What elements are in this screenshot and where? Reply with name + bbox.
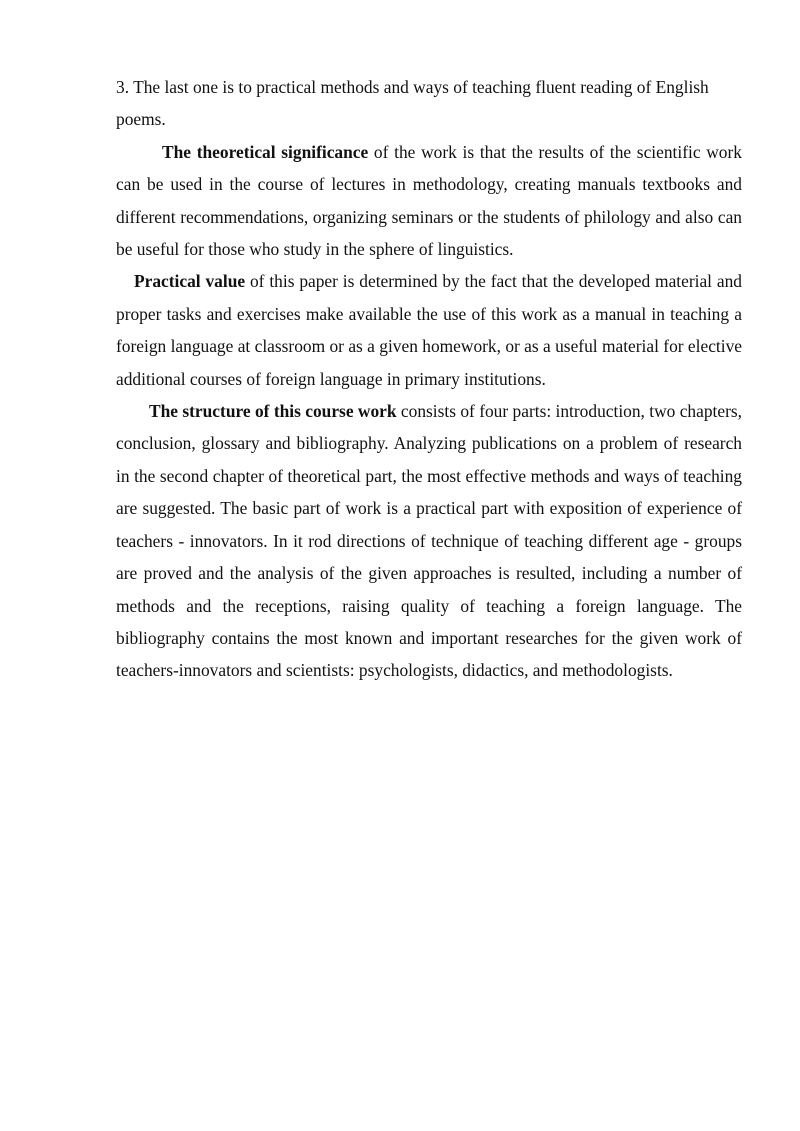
list-item-3 <box>116 71 742 136</box>
practical-value-text: of this paper is determined by the fact that the developed material and proper tasks and exercises make available the use of this work as a manual in teaching a foreign language at classroom or as a given homework, or as a useful material for elective additional courses of foreign language in primary institutions. <box>116 271 742 389</box>
course-structure-paragraph <box>116 395 742 687</box>
theoretical-significance-paragraph <box>116 136 742 266</box>
course-structure-heading: The structure of this course work <box>149 401 397 422</box>
course-structure-text: consists of four parts: introduction, two chapters, conclusion, glossary and bibliography. Analyzing publications on a problem of research in the second chapter of theoretical part, the most effective methods and ways of teaching are suggested. The basic part of work is a practical part with exposition of experience of teachers - innovators. In it rod directions of technique of teaching different age - groups are proved and the analysis of the given approaches is resulted, including a number of methods and the receptions, raising quality of teaching a foreign language. The bibliography contains the most known and important researches for the given work of teachers-innovators and scientists: psychologists, didactics, and methodologists. <box>116 401 742 681</box>
practical-value-heading: Practical value <box>134 271 246 292</box>
theoretical-significance-text: of the work is that the results of the scientific work can be used in the course of lectures in methodology, creating manuals textbooks and different recommendations, organizing seminars or the students of philology and also can be useful for those who study in the sphere of linguistics. <box>116 141 742 260</box>
practical-value-paragraph <box>116 265 742 395</box>
list-item-3-text: 3. The last one is to practical methods and ways of teaching fluent reading of English poems. <box>116 77 709 130</box>
theoretical-significance-heading: The theoretical significance <box>162 141 369 162</box>
document-page <box>116 71 742 687</box>
